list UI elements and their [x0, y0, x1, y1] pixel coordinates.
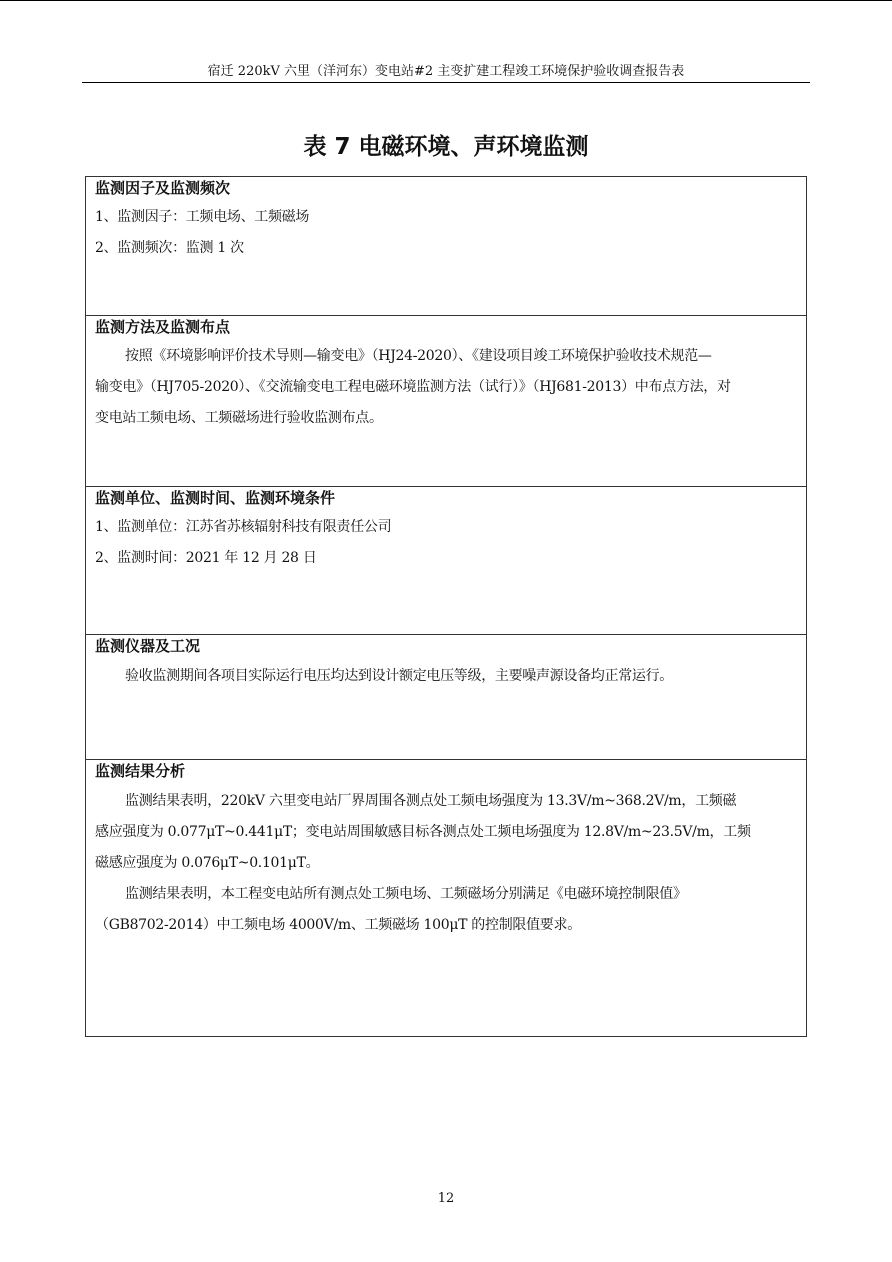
text-line: 2、监测时间：2021 年 12 月 28 日 — [95, 550, 317, 566]
monitoring-table — [85, 176, 807, 1037]
text-line: 监测结果表明，220kV 六里变电站厂界周围各测点处工频电场强度为 13.3V/m~368.2V/m，工频磁 — [125, 793, 737, 809]
running-header: 宿迁 220kV 六里（洋河东）变电站#2 主变扩建工程竣工环境保护验收调查报告表 — [207, 64, 685, 79]
text-line: 变电站工频电场、工频磁场进行验收监测布点。 — [95, 410, 383, 426]
text-line: 1、监测单位：江苏省苏核辐射科技有限责任公司 — [95, 519, 392, 535]
text-line: 输变电》（HJ705-2020）、《交流输变电工程电磁环境监测方法（试行）》（HJ681-2013）中布点方法，对 — [95, 379, 731, 395]
text-line: 按照《环境影响评价技术导则—输变电》（HJ24-2020）、《建设项目竣工环境保护验收技术规范— — [125, 348, 712, 364]
text-line: 磁感应强度为 0.076μT~0.101μT。 — [95, 855, 320, 871]
text-line: 验收监测期间各项目实际运行电压均达到设计额定电压等级，主要噪声源设备均正常运行。 — [125, 668, 673, 684]
page-number: 12 — [437, 1191, 455, 1206]
section-heading: 监测方法及监测布点 — [95, 318, 231, 336]
text-line: 监测结果表明，本工程变电站所有测点处工频电场、工频磁场分别满足《电磁环境控制限值》 — [125, 886, 687, 902]
section-heading: 监测仪器及工况 — [95, 637, 201, 655]
table-title: 表 7 电磁环境、声环境监测 — [303, 134, 589, 160]
section-instruments-conditions — [86, 634, 806, 759]
page-top-border — [0, 0, 892, 1]
text-line: 感应强度为 0.077μT~0.441μT；变电站周围敏感目标各测点处工频电场强度为 12.8V/m~23.5V/m，工频 — [95, 824, 751, 840]
section-heading: 监测因子及监测频次 — [95, 179, 231, 197]
header-rule — [82, 82, 810, 83]
section-monitoring-unit-time — [86, 486, 806, 634]
text-line: （GB8702-2014）中工频电场 4000V/m、工频磁场 100μT 的控制限值要求。 — [95, 917, 581, 933]
section-results-analysis — [86, 759, 806, 1038]
text-line: 2、监测频次：监测 1 次 — [95, 240, 244, 256]
section-monitoring-factors — [86, 177, 806, 315]
text-line: 1、监测因子：工频电场、工频磁场 — [95, 209, 310, 225]
section-heading: 监测单位、监测时间、监测环境条件 — [95, 489, 336, 507]
section-heading: 监测结果分析 — [95, 762, 186, 780]
section-monitoring-method — [86, 315, 806, 486]
